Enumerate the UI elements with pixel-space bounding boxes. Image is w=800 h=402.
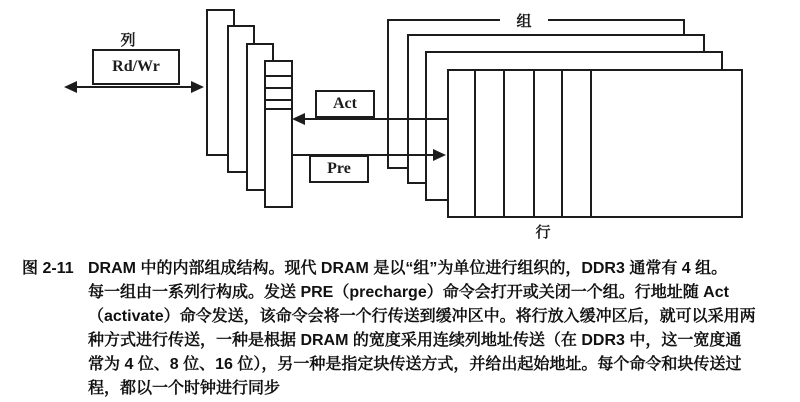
row-label: 行: [535, 224, 551, 241]
bank-column-divider: [590, 71, 592, 216]
pre-box: [309, 155, 369, 183]
caption-line: 常为 4 位、8 位、16 位），另一种是指定块传送方式，并给出起始地址。每个命令和块传送过: [88, 356, 742, 373]
column-arrow: [73, 86, 197, 88]
caption-line: 种方式进行传送，一种是根据 DRAM 的宽度采用连续列地址传送（在 DDR3 中，这一宽度通: [88, 332, 742, 349]
act-label: Act: [333, 95, 357, 112]
bank-column-divider: [503, 71, 505, 216]
column-arrow-left-head: [64, 81, 77, 93]
figure-caption: [22, 257, 794, 401]
bank-column-divider: [533, 71, 535, 216]
buffer-cell-line: [266, 108, 291, 110]
buffer-column-4: [264, 60, 293, 208]
pre-arrow-head: [433, 149, 446, 161]
rdwr-label: Rd/Wr: [112, 58, 160, 75]
bank-column-divider: [561, 71, 563, 216]
buffer-cell-line: [266, 99, 291, 101]
caption-text: DRAM 中的内部组成结构。现代 DRAM 是以“组”为单位进行组织的，DDR3 通常有 4 组。: [88, 260, 728, 277]
column-arrow-right-head: [191, 81, 204, 93]
bank-label: 组: [500, 10, 548, 30]
figure-number: 图 2-11: [22, 260, 74, 277]
bank-column-divider: [474, 71, 476, 216]
caption-line: 程，都以一个时钟进行同步: [88, 380, 281, 397]
buffer-cell-line: [266, 87, 291, 89]
buffer-cell-line: [266, 75, 291, 77]
caption-line: [22, 257, 794, 281]
act-arrow-head: [292, 113, 305, 125]
act-arrow: [301, 118, 447, 120]
column-label: 列: [120, 32, 136, 49]
rdwr-box: [92, 49, 180, 85]
pre-label: Pre: [327, 160, 351, 177]
bank-rect-4: [447, 69, 743, 218]
caption-line: 每一组由一系列行构成。发送 PRE（precharge）命令会打开或关闭一个组。行地址随 Act: [88, 284, 729, 301]
act-box: [315, 90, 375, 118]
caption-line: （activate）命令发送，该命令会将一个行传送到缓冲区中。将行放入缓冲区后，就可以采用两: [88, 308, 756, 325]
